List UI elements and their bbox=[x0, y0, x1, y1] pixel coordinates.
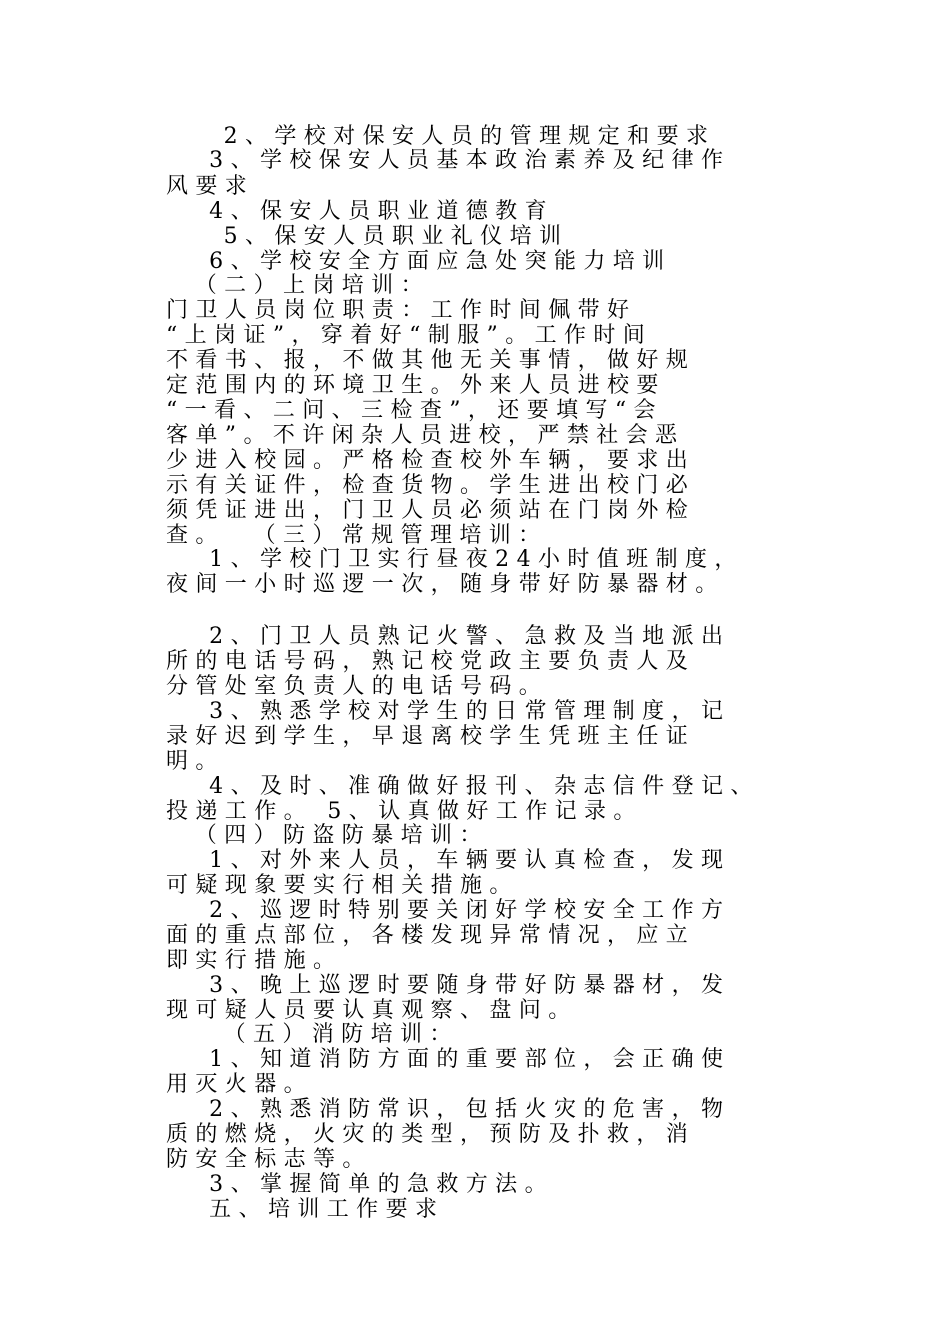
text-line: 示有关证件，检查货物。学生进出校门必 bbox=[166, 473, 696, 498]
text-line: 用灭火器。 bbox=[166, 1072, 314, 1097]
text-line: 3、掌握简单的急救方法。 bbox=[166, 1172, 554, 1197]
text-line: 即实行措施。 bbox=[166, 948, 343, 973]
text-line: 质的燃烧，火灾的类型，预防及扑救，消 bbox=[166, 1122, 696, 1147]
text-line: 夜间一小时巡逻一次，随身带好防暴器材。 bbox=[166, 572, 725, 597]
text-line: 2、熟悉消防常识，包括火灾的危害，物 bbox=[166, 1097, 731, 1122]
text-line: 3、晚上巡逻时要随身带好防暴器材，发 bbox=[166, 973, 731, 998]
text-line: 1、学校门卫实行昼夜24小时值班制度， bbox=[166, 547, 744, 572]
text-line: 定范围内的环境卫生。外来人员进校要 bbox=[166, 373, 666, 398]
text-line: 现可疑人员要认真观察、盘问。 bbox=[166, 998, 578, 1023]
text-line: 5、保安人员职业礼仪培训 bbox=[166, 224, 569, 249]
text-line: 可疑现象要实行相关措施。 bbox=[166, 873, 519, 898]
text-line: 录好迟到学生，早退离校学生凭班主任证 bbox=[166, 724, 696, 749]
text-line: 4、及时、准确做好报刊、杂志信件登记、 bbox=[166, 774, 760, 799]
text-line: 风要求 bbox=[166, 174, 255, 199]
text-line: 3、熟悉学校对学生的日常管理制度，记 bbox=[166, 699, 731, 724]
text-line: 6、学校安全方面应急处突能力培训 bbox=[166, 249, 672, 274]
text-line: 2、巡逻时特别要关闭好学校安全工作方 bbox=[166, 898, 731, 923]
text-line: 2、门卫人员熟记火警、急救及当地派出 bbox=[166, 624, 731, 649]
text-line: “上岗证”，穿着好“制服”。工作时间 bbox=[166, 323, 653, 348]
text-line: 3、学校保安人员基本政治素养及纪律作 bbox=[166, 148, 731, 173]
text-line: 面的重点部位，各楼发现异常情况，应立 bbox=[166, 923, 696, 948]
text-line: 门卫人员岗位职责：工作时间佩带好 bbox=[166, 298, 637, 323]
text-line: 明。 bbox=[166, 749, 225, 774]
text-line: 少进入校园。严格检查校外车辆，要求出 bbox=[166, 448, 696, 473]
text-line: 防安全标志等。 bbox=[166, 1147, 372, 1172]
text-line: 1、知道消防方面的重要部位，会正确使 bbox=[166, 1047, 731, 1072]
text-line: 不看书、报，不做其他无关事情，做好规 bbox=[166, 348, 696, 373]
text-line: 4、保安人员职业道德教育 bbox=[166, 199, 554, 224]
section-heading: （五）消防培训： bbox=[166, 1022, 459, 1047]
text-line: 1、对外来人员，车辆要认真检查，发现 bbox=[166, 848, 731, 873]
text-line: “一看、二问、三检查”，还要填写“会 bbox=[166, 398, 663, 423]
text-line: 投递工作。 5、认真做好工作记录。 bbox=[166, 799, 643, 824]
text-line: 2、学校对保安人员的管理规定和要求 bbox=[166, 124, 716, 149]
text-line: 所的电话号码，熟记校党政主要负责人及 bbox=[166, 649, 696, 674]
text-line: 分管处室负责人的电话号码。 bbox=[166, 674, 549, 699]
section-heading: （二）上岗培训： bbox=[166, 273, 430, 298]
text-line: 查。 （三）常规管理培训： bbox=[166, 523, 548, 548]
text-line: 须凭证进出，门卫人员必须站在门岗外检 bbox=[166, 498, 696, 523]
section-heading: 五、培训工作要求 bbox=[166, 1197, 445, 1222]
section-heading: （四）防盗防暴培训： bbox=[166, 823, 489, 848]
text-line: 客单”。不许闲杂人员进校，严禁社会恶 bbox=[166, 423, 685, 448]
